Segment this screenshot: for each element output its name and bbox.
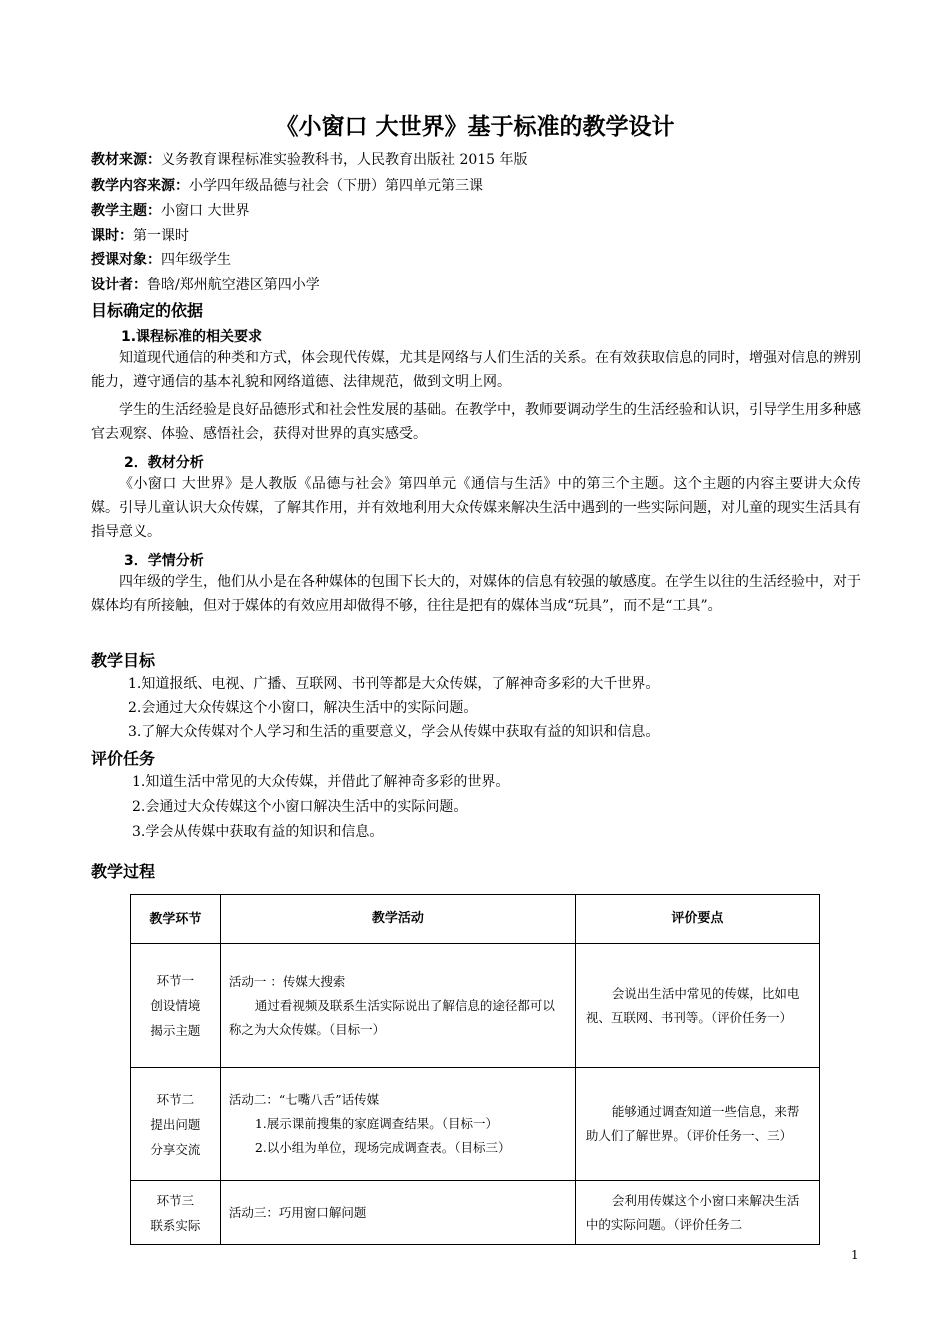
column-header: 教学环节 [131, 895, 221, 944]
basis-sub3-p: 四年级的学生，他们从小是在各种媒体的包围下长大的，对媒体的信息有较强的敏感度。在学生以往的生活经验中，对于媒体均有所接触，但对于媒体的有效应用却做得不够，往往是把有的媒体当成“玩具”，而不是“工具”。 [91, 574, 861, 614]
eval-cell: 会说出生活中常见的传媒，比如电视、互联网、书刊等。（评价任务一） [575, 944, 819, 1068]
activity-cell: 活动三：巧用窗口解问题 [220, 1181, 575, 1245]
column-header: 评价要点 [575, 895, 819, 944]
basis-sub1-p1: 知道现代通信的种类和方式，体会现代传媒，尤其是网络与人们生活的关系。在有效获取信息的同时，增强对信息的辨别能力，遵守通信的基本礼貌和网络道德、法律规范，做到文明上网。 [91, 350, 861, 390]
stage-cell: 环节一 创设情境 揭示主题 [131, 944, 221, 1068]
meta-topic: 教学主题：小窗口 大世界 [91, 203, 250, 219]
basis-heading: 目标确定的依据 [91, 301, 204, 320]
eval-cell: 能够通过调查知道一些信息，来帮助人们了解世界。（评价任务一、三） [575, 1068, 819, 1181]
meta-lesson: 课时：第一课时 [91, 228, 189, 244]
process-table [130, 894, 820, 1245]
goal-item: 2.会通过大众传媒这个小窗口，解决生活中的实际问题。 [128, 700, 478, 716]
table-header-row [131, 895, 820, 944]
activity-cell: 活动一 ：传媒大搜索 通过看视频及联系生活实际说出了解信息的途径都可以称之为大众传媒。（目标一） [220, 944, 575, 1068]
process-heading: 教学过程 [91, 862, 156, 881]
task-item: 1.知道生活中常见的大众传媒，并借此了解神奇多彩的世界。 [132, 774, 510, 790]
table-row [131, 944, 820, 1068]
task-item: 2.会通过大众传媒这个小窗口解决生活中的实际问题。 [132, 799, 468, 815]
page-number: 1 [851, 1248, 859, 1262]
eval-cell: 会利用传媒这个小窗口来解决生活中的实际问题。（评价任务二 [575, 1181, 819, 1245]
page-title: 《小窗口 大世界》基于标准的教学设计 [275, 114, 675, 140]
tasks-heading: 评价任务 [91, 749, 156, 768]
meta-source: 教材来源：义务教育课程标准实验教科书，人民教育出版社 2015 年版 [91, 152, 528, 168]
goal-item: 3.了解大众传媒对个人学习和生活的重要意义，学会从传媒中获取有益的知识和信息。 [128, 724, 660, 740]
basis-sub1: 1.课程标准的相关要求 [121, 329, 263, 345]
goal-item: 1.知道报纸、电视、广播、互联网、书刊等都是大众传媒，了解神奇多彩的大千世界。 [128, 676, 660, 692]
table-row [131, 1068, 820, 1181]
basis-sub2-p: 《小窗口 大世界》是人教版《品德与社会》第四单元《通信与生活》中的第三个主题。这个主题的内容主要讲大众传媒。引导儿童认识大众传媒，了解其作用，并有效地利用大众传媒来解决生活中遇到的一些实际问题，对儿童的现实生活具有指导意义。 [91, 476, 861, 540]
table-row [131, 1181, 820, 1245]
meta-audience: 授课对象：四年级学生 [91, 252, 231, 268]
stage-cell: 环节三 联系实际 [131, 1181, 221, 1245]
basis-sub2: 2．教材分析 [124, 455, 204, 471]
meta-designer: 设计者：鲁晗/郑州航空港区第四小学 [91, 277, 320, 293]
basis-sub3: 3．学情分析 [124, 553, 204, 569]
goals-heading: 教学目标 [91, 651, 156, 670]
activity-cell: 活动二：“七嘴八舌”话传媒 1.展示课前搜集的家庭调查结果。（目标一） 2.以小组为单位，现场完成调查表。（目标三） [220, 1068, 575, 1181]
column-header: 教学活动 [220, 895, 575, 944]
meta-content-source: 教学内容来源：小学四年级品德与社会（下册）第四单元第三课 [91, 178, 483, 194]
stage-cell: 环节二 提出问题 分享交流 [131, 1068, 221, 1181]
basis-sub1-p2: 学生的生活经验是良好品德形式和社会性发展的基础。在教学中，教师要调动学生的生活经验和认识，引导学生用多种感官去观察、体验、感悟社会，获得对世界的真实感受。 [91, 402, 861, 442]
task-item: 3.学会从传媒中获取有益的知识和信息。 [132, 824, 384, 840]
